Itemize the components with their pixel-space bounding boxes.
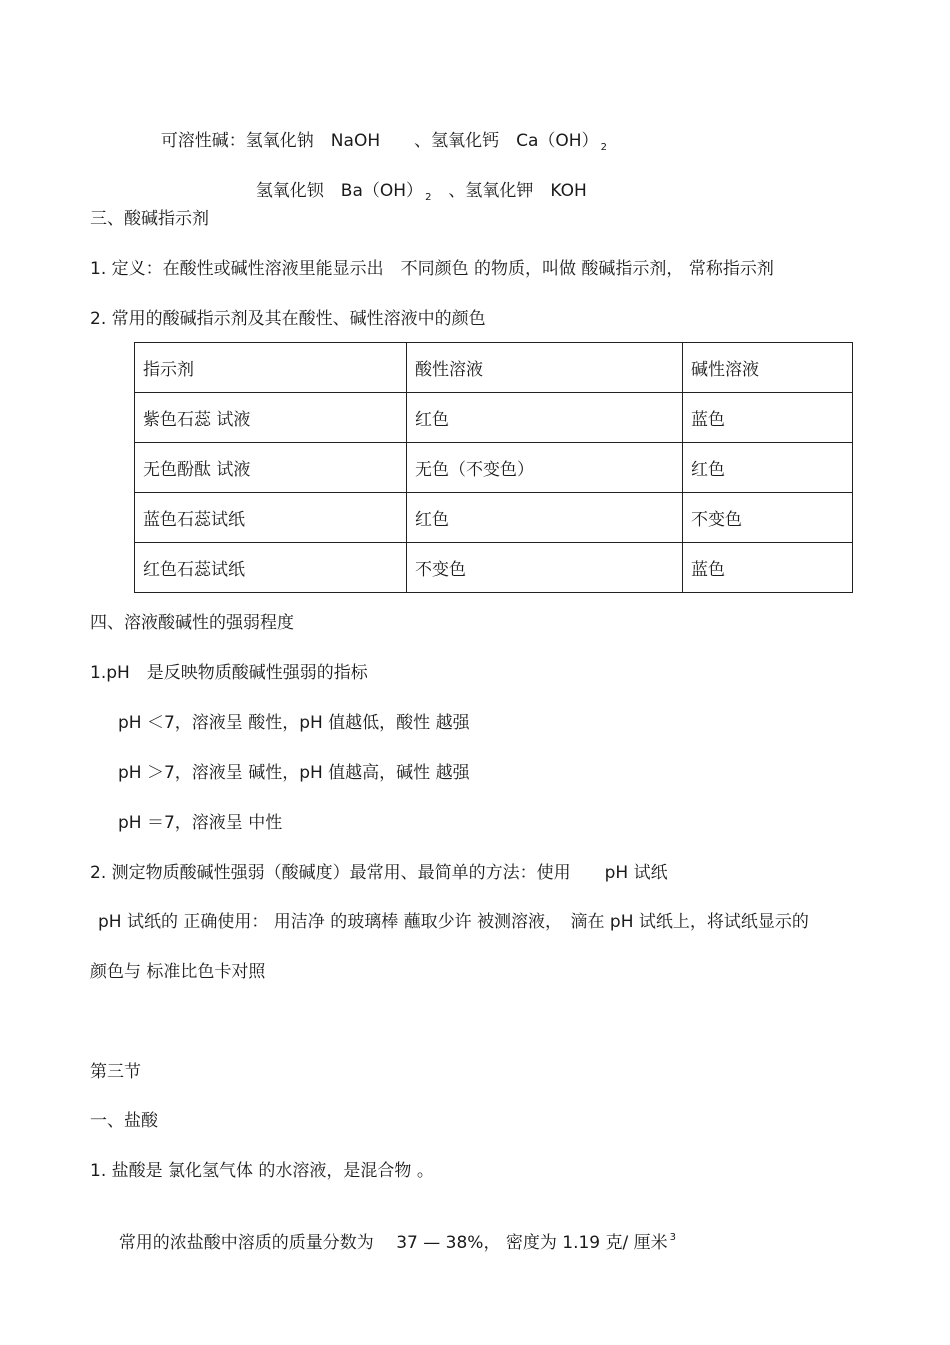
section-node-3-heading: 第三节	[90, 1062, 141, 1082]
section-3-heading: 三、酸碱指示剂	[90, 209, 209, 229]
soluble-base-text-1: 可溶性碱：氢氧化钠 NaOH 、氢氧化钙 Ca（OH）	[160, 131, 599, 151]
hcl-definition: 1. 盐酸是 氯化氢气体 的水溶液，是混合物 。	[90, 1161, 434, 1181]
subscript-2: 2	[425, 192, 432, 203]
table-cell: 不变色	[407, 543, 683, 593]
ph-index-line: 1.pH 是反映物质酸碱性强弱的指标	[90, 663, 368, 683]
table-header-cell: 碱性溶液	[683, 343, 853, 393]
table-cell: 蓝色	[683, 393, 853, 443]
superscript-3: 3	[669, 1232, 677, 1243]
table-cell: 红色	[407, 493, 683, 543]
table-cell: 无色（不变色）	[407, 443, 683, 493]
measure-method-line: 2. 测定物质酸碱性强弱（酸碱度）最常用、最简单的方法：使用 pH 试纸	[90, 863, 668, 883]
soluble-base-text-2a: 氢氧化钡 Ba（OH）	[255, 181, 424, 201]
subscript-2: 2	[600, 142, 607, 153]
table-cell: 不变色	[683, 493, 853, 543]
indicator-color-table	[134, 342, 853, 593]
table-cell: 蓝色石蕊试纸	[135, 493, 407, 543]
table-cell: 蓝色	[683, 543, 853, 593]
ph-less-than-7: pH ＜7，溶液呈 酸性，pH 值越低，酸性 越强	[118, 713, 470, 733]
soluble-base-line-1	[150, 108, 607, 155]
ph-paper-usage-line-2: 颜色与 标准比色卡对照	[90, 962, 266, 982]
hcl-concentration-text: 常用的浓盐酸中溶质的质量分数为 37 — 38%， 密度为 1.19 克/ 厘米	[118, 1233, 668, 1253]
table-cell: 红色	[407, 393, 683, 443]
soluble-base-text-2b: 、氢氧化钾 KOH	[431, 181, 587, 201]
table-header-cell: 酸性溶液	[407, 343, 683, 393]
table-cell: 无色酚酞 试液	[135, 443, 407, 493]
ph-greater-than-7: pH ＞7，溶液呈 碱性，pH 值越高，碱性 越强	[118, 763, 470, 783]
table-cell: 红色	[683, 443, 853, 493]
hcl-concentration-line	[108, 1210, 676, 1257]
table-row	[135, 493, 853, 543]
ph-equal-7: pH ＝7，溶液呈 中性	[118, 813, 283, 833]
table-header-row	[135, 343, 853, 393]
table-header-cell: 指示剂	[135, 343, 407, 393]
hcl-heading: 一、盐酸	[90, 1111, 158, 1131]
table-row	[135, 443, 853, 493]
soluble-base-line-2	[245, 158, 587, 205]
ph-paper-usage-line: pH 试纸的 正确使用： 用洁净 的玻璃棒 蘸取少许 被测溶液， 滴在 pH 试纸上，将试纸显示的	[98, 912, 809, 932]
table-cell: 紫色石蕊 试液	[135, 393, 407, 443]
table-row	[135, 393, 853, 443]
indicator-definition: 1. 定义：在酸性或碱性溶液里能显示出 不同颜色 的物质，叫做 酸碱指示剂， 常称指示剂	[90, 259, 774, 279]
table-cell: 红色石蕊试纸	[135, 543, 407, 593]
section-4-heading: 四、溶液酸碱性的强弱程度	[90, 613, 294, 633]
common-indicators-heading: 2. 常用的酸碱指示剂及其在酸性、碱性溶液中的颜色	[90, 309, 486, 329]
table-row	[135, 543, 853, 593]
